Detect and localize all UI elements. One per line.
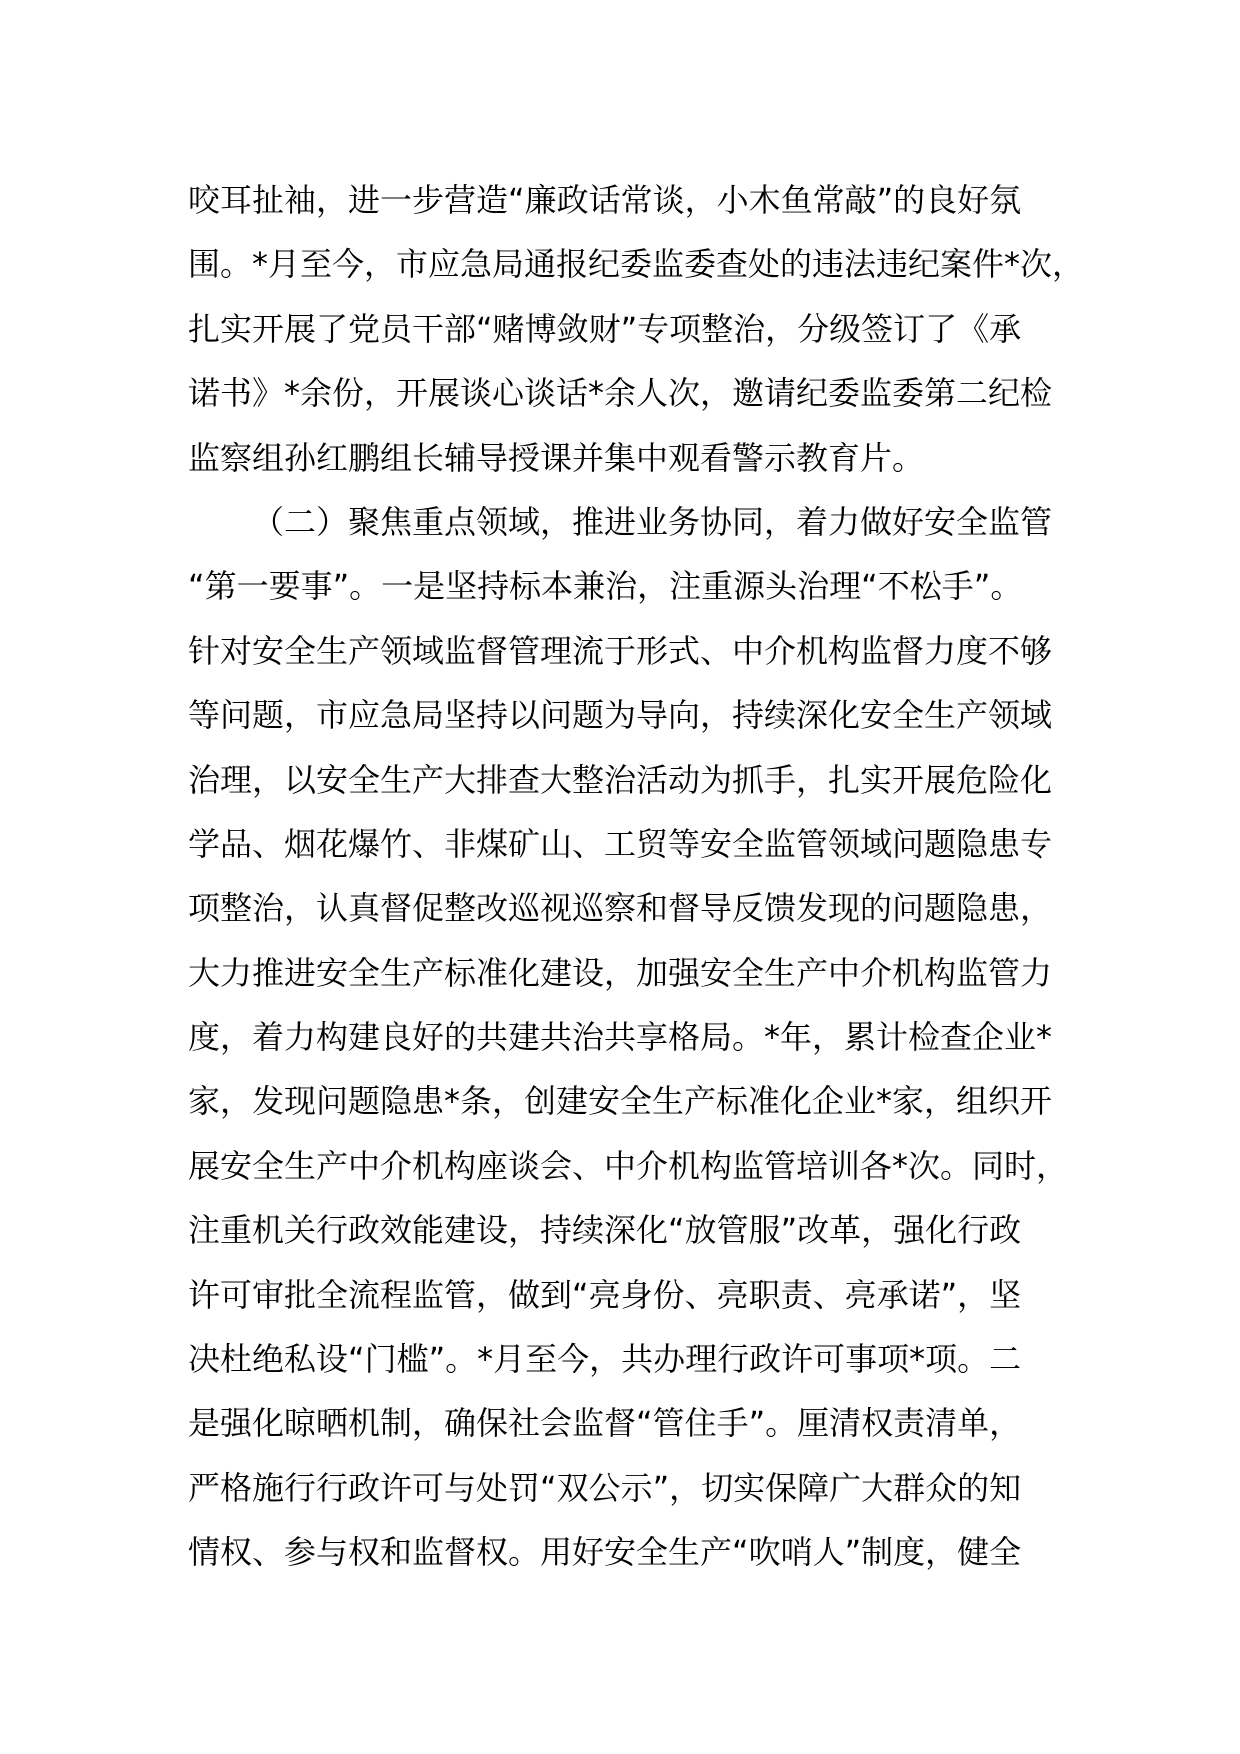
text-line: 监察组孙红鹏组长辅导授课并集中观看警示教育片。 xyxy=(188,438,925,477)
text-line: 学品、烟花爆竹、非煤矿山、工贸等安全监管领域问题隐患专 xyxy=(188,824,1053,863)
text-line: 家，发现问题隐患*条，创建安全生产标准化企业*家，组织开 xyxy=(188,1082,1053,1121)
text-line: 大力推进安全生产标准化建设，加强安全生产中介机构监管力 xyxy=(188,953,1053,992)
text-line: 治理，以安全生产大排查大整治活动为抓手，扎实开展危险化 xyxy=(188,760,1053,799)
text-line: 针对安全生产领域监督管理流于形式、中介机构监督力度不够 xyxy=(188,631,1053,670)
text-line: 诺书》*余份，开展谈心谈话*余人次，邀请纪委监委第二纪检 xyxy=(188,374,1053,413)
text-line: 决杜绝私设“门槛”。*月至今，共办理行政许可事项*项。二 xyxy=(188,1340,1022,1379)
section-heading-line: （二）聚焦重点领域，推进业务协同，着力做好安全监管 xyxy=(252,502,1053,541)
text-line: 围。*月至今，市应急局通报纪委监委查处的违法违纪案件*次， xyxy=(188,245,1085,284)
text-line: 注重机关行政效能建设，持续深化“放管服”改革，强化行政 xyxy=(188,1211,1022,1250)
text-line: 许可审批全流程监管，做到“亮身份、亮职责、亮承诺”，坚 xyxy=(188,1275,1022,1314)
text-line: 是强化晾晒机制，确保社会监督“管住手”。厘清权责清单， xyxy=(188,1404,1022,1443)
body-text xyxy=(188,168,1085,1585)
text-line: 度，着力构建良好的共建共治共享格局。*年，累计检查企业* xyxy=(188,1018,1053,1057)
text-line: 等问题，市应急局坚持以问题为导向，持续深化安全生产领域 xyxy=(188,696,1053,735)
text-line: 情权、参与权和监督权。用好安全生产“吹哨人”制度，健全 xyxy=(188,1533,1022,1572)
text-line: 咬耳扯袖，进一步营造“廉政话常谈，小木鱼常敲”的良好氛 xyxy=(188,181,1022,219)
text-line: 扎实开展了党员干部“赌博敛财”专项整治，分级签订了《承 xyxy=(188,309,1022,348)
text-line: 展安全生产中介机构座谈会、中介机构监管培训各*次。同时， xyxy=(188,1146,1069,1185)
text-line: 项整治，认真督促整改巡视巡察和督导反馈发现的问题隐患， xyxy=(188,889,1053,928)
text-line: “第一要事”。一是坚持标本兼治，注重源头治理“不松手”。 xyxy=(188,567,1023,606)
text-line: 严格施行行政许可与处罚“双公示”，切实保障广大群众的知 xyxy=(188,1468,1022,1507)
